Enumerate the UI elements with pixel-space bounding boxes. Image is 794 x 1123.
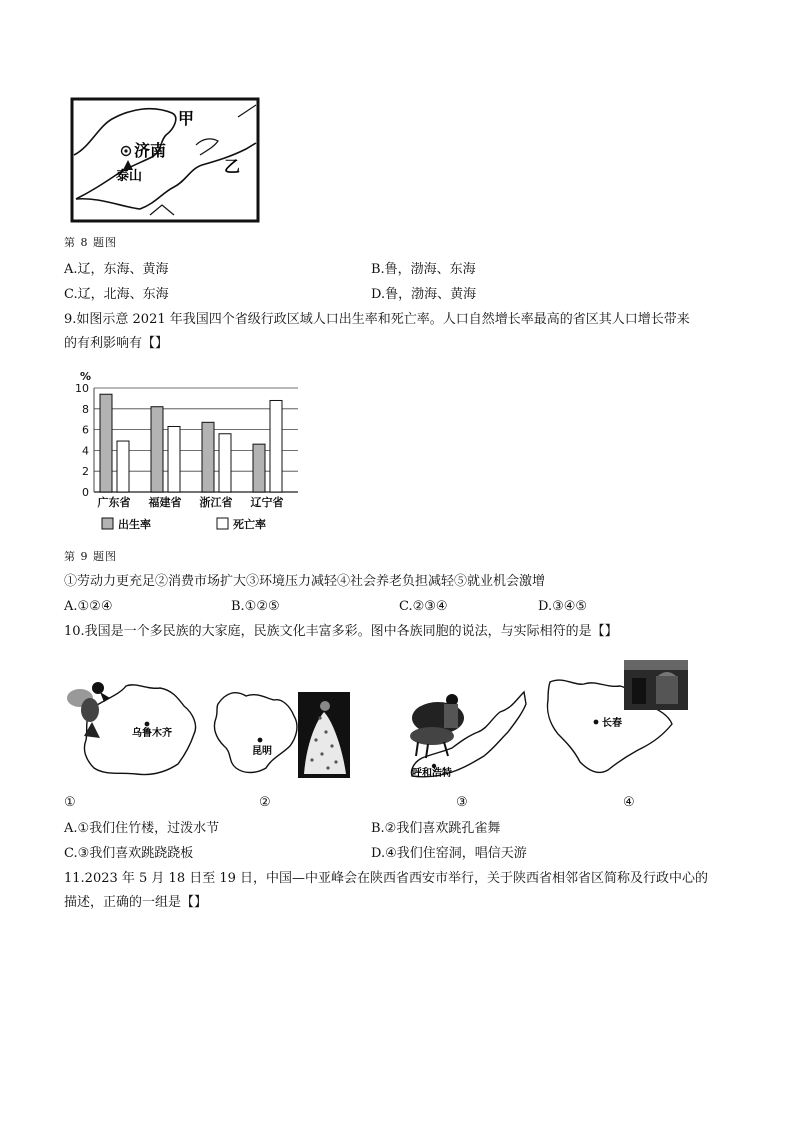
q10-map-num-3: ③: [456, 795, 468, 810]
q10-option-b[interactable]: B.②我们喜欢跳孔雀舞: [371, 821, 501, 836]
q11-stem-line2: 描述，正确的一组是【】: [64, 895, 208, 910]
q8-map-label-jinan: 济南: [134, 141, 167, 160]
q10-option-d[interactable]: D.④我们住窑洞，唱信天游: [371, 846, 527, 861]
q8-option-c[interactable]: C.辽，北海、东海: [64, 287, 169, 302]
q10-map-2: [208, 688, 354, 780]
y-tick-label: 8: [82, 402, 89, 416]
q9-option-a[interactable]: A.①②④: [64, 599, 113, 614]
q8-option-a[interactable]: A.辽，东海、黄海: [64, 262, 169, 277]
q10-map-3: [404, 686, 534, 782]
q10-map-4: [544, 658, 690, 782]
q10-map-num-4: ④: [623, 795, 635, 810]
q10-option-a[interactable]: A.①我们住竹楼，过泼水节: [64, 821, 220, 836]
q10-option-c[interactable]: C.③我们喜欢跳跷跷板: [64, 846, 194, 861]
q10-stem: 10.我国是一个多民族的大家庭，民族文化丰富多彩。图中各族同胞的说法，与实际相符的是【】: [64, 624, 618, 639]
q8-caption: 第 8 题图: [64, 236, 117, 249]
bar-死亡率-福建省: [168, 426, 180, 492]
cave-dwelling-photo: [624, 660, 688, 710]
q9-stem-line1: 9.如图示意 2021 年我国四个省级行政区域人口出生率和死亡率。人口自然增长率最高的省区其人口增长带来: [64, 312, 690, 327]
bar-死亡率-浙江省: [219, 434, 231, 492]
q8-option-d[interactable]: D.鲁，渤海、黄海: [371, 287, 477, 302]
legend-swatch-死亡率: [217, 518, 228, 529]
q8-map-label-taishan: 泰山: [116, 169, 143, 184]
legend-swatch-出生率: [102, 518, 113, 529]
bar-死亡率-辽宁省: [270, 400, 282, 492]
q11-stem-line1: 11.2023 年 5 月 18 日至 19 日，中国—中亚峰会在陕西省西安市举行，关于陕西省相邻省区简称及行政中心的: [64, 871, 709, 886]
x-tick-label: 辽宁省: [250, 496, 284, 509]
peacock-dancer-photo: [298, 692, 350, 778]
q9-chart: [64, 366, 314, 538]
q9-statements: ①劳动力更充足②消费市场扩大③环境压力减轻④社会养老负担减轻⑤就业机会激增: [64, 574, 546, 589]
bar-出生率-广东省: [100, 394, 112, 492]
q10-map-num-1: ①: [64, 795, 76, 810]
q10-map-4-city: 长春: [602, 718, 622, 729]
q9-option-d[interactable]: D.③④⑤: [538, 599, 588, 614]
q9-option-b[interactable]: B.①②⑤: [231, 599, 280, 614]
q10-map-num-2: ②: [259, 795, 271, 810]
q8-map-label-jia: 甲: [178, 109, 195, 128]
bar-出生率-浙江省: [202, 422, 214, 492]
q9-caption: 第 9 题图: [64, 550, 117, 563]
q10-map-3-city: 呼和浩特: [412, 768, 452, 779]
legend-label-出生率: 出生率: [118, 518, 151, 531]
bar-死亡率-广东省: [117, 441, 129, 492]
bar-出生率-辽宁省: [253, 444, 265, 492]
q8-map: [70, 97, 260, 223]
y-tick-label: 10: [75, 382, 89, 395]
legend-label-死亡率: 死亡率: [233, 518, 266, 531]
y-tick-label: 6: [82, 423, 89, 437]
q10-map-1: [64, 668, 200, 784]
x-tick-label: 广东省: [97, 496, 131, 509]
y-tick-label: 2: [82, 465, 89, 479]
y-tick-label: 0: [82, 486, 89, 499]
q9-stem-line2: 的有利影响有【】: [64, 336, 169, 351]
q9-option-c[interactable]: C.②③④: [399, 599, 448, 614]
y-tick-label: 4: [82, 444, 89, 458]
q10-map-1-city: 乌鲁木齐: [132, 728, 172, 739]
q10-map-2-city: 昆明: [252, 746, 272, 757]
y-axis-unit: %: [80, 370, 92, 383]
q8-option-b[interactable]: B.鲁，渤海、东海: [371, 262, 476, 277]
bar-出生率-福建省: [151, 407, 163, 492]
x-tick-label: 浙江省: [199, 496, 233, 509]
x-tick-label: 福建省: [148, 496, 182, 509]
q8-map-label-yi: 乙: [224, 157, 241, 176]
